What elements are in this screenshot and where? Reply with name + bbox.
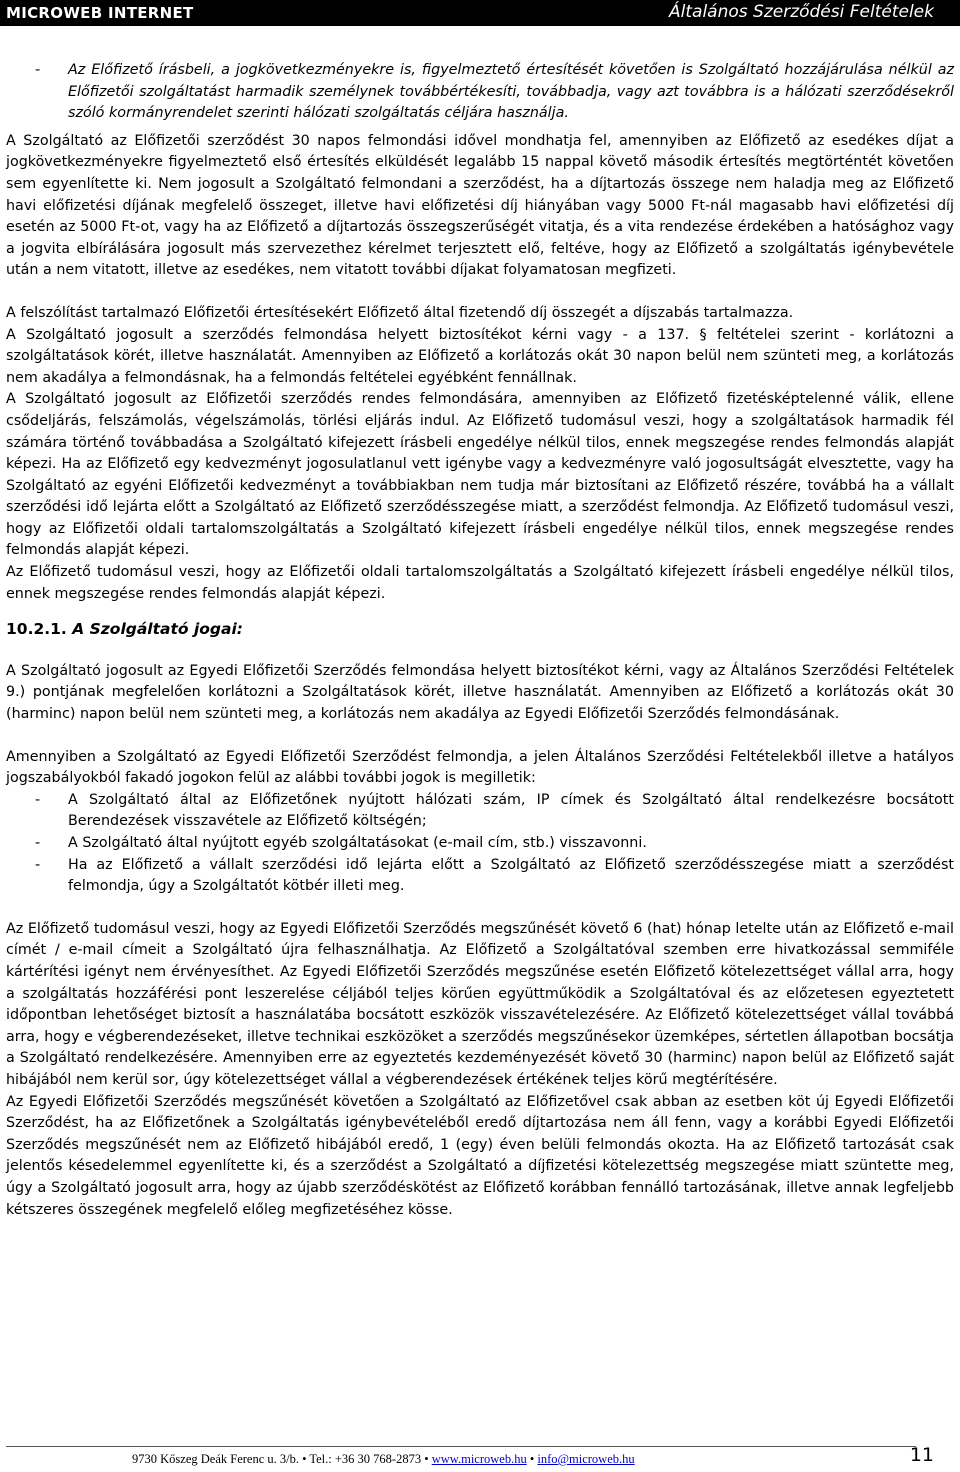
page-footer bbox=[0, 1444, 960, 1472]
list-dash: - bbox=[35, 62, 41, 78]
footer-contact bbox=[132, 1452, 635, 1467]
paragraph: Az Előfizető tudomásul veszi, hogy az Előfizetői oldali tartalomszolgáltatás a Szolgáltató kifejezett írásbeli engedélye nélkül tilos, ennek megszegése rendes felmondás alapját képezi. bbox=[6, 564, 954, 602]
email-link[interactable]: info@microweb.hu bbox=[537, 1452, 635, 1466]
paragraph: A Szolgáltató jogosult az Előfizetői szerződés rendes felmondására, amennyiben az Előfizető fizetésképtelenné válik, ellene csődeljárás, felszámolás, végelszámolás, törlési eljárás indul. Az Előfizető tudomásul veszi, hogy a szolgáltatások harmadik fél számára történő továbbadása a Szolgáltató kifejezett írásbeli engedélye nélkül tilos, ennek megszegése rendes felmondás alapját képezi. Ha az Előfizető egy kedvezményt jogosulatlanul vett igénybe vagy a kedvezményre való jogosultságát elvesztette, vagy ha Szolgáltató az egyéni Előfizetői kedvezményt a továbbiakban nem tudja már biztosítani az Előfizető részére, továbbá ha a vállalt szerződési idő lejárta előtt a Szolgáltató az Előfizető szerződésszegése miatt, a szerződést felmondja. Az Előfizető tudomásul veszi, hogy az Előfizetői oldali tartalomszolgáltatás a Szolgáltató kifejezett írásbeli engedélye nélkül tilos, ennek megszegése rendes felmondás alapját képezi. bbox=[6, 391, 954, 559]
section-number: 10.2.1. bbox=[6, 620, 67, 639]
list-item bbox=[6, 790, 954, 833]
list-dash: - bbox=[35, 856, 41, 873]
list-item-text: Az Előfizető írásbeli, a jogkövetkezményekre is, figyelmeztető értesítését követően is Szolgáltató hozzájárulása nélkül az Előfizetői szolgáltatást harmadik személynek továbbértékesíti, továbbadja, vagy azt továbbra is a hálózati szerződésekről szóló kormányrendelet szerinti hálózati szolgáltatás céljára használja. bbox=[68, 62, 954, 122]
paragraph: Az Egyedi Előfizetői Szerződés megszűnését követően a Szolgáltató az Előfizetővel csak abban az esetben köt új Egyedi Előfizetői Szerződést, ha az Előfizetőnek a Szolgáltatás igénybevételéből eredő díjtartozása nem áll fenn, vagy a korábbi Egyedi Előfizetői Szerződés megszűnését nem az Előfizető hibájából eredő, 1 (egy) éven belüli felmondás okozta. Ha az Előfizető tartozását csak jelentős késedelemmel egyenlítette ki, és a szerződést a Szolgáltató a díjfizetési kötelezettség megszegése miatt szüntette meg, úgy a Szolgáltató jogosult arra, hogy az újabb szerződéskötést az Előfizető korábban fennálló tartozásának, illetve annak legfeljebb kétszeres összegének megfelelő előleg megfizetéséhez kösse. bbox=[6, 1093, 954, 1218]
list-item-text: A Szolgáltató által az Előfizetőnek nyújtott hálózati szám, IP címek és Szolgáltató által rendelkezésre bocsátott Berendezések visszavétele az Előfizető költségén; bbox=[68, 791, 954, 830]
paragraph: Amennyiben a Szolgáltató az Egyedi Előfizetői Szerződést felmondja, a jelen Általános Szerződési Feltételekből illetve a hatályos jogszabályokból fakadó jogokon felül az alábbi további jogok is megilletik: bbox=[6, 748, 954, 787]
termination-reason-list bbox=[6, 60, 954, 125]
document-body bbox=[6, 60, 954, 1221]
list-item-text: Ha az Előfizető a vállalt szerződési idő lejárta előtt a Szolgáltató az Előfizető szerződésszegése miatt a szerződést felmondja, úgy a Szolgáltatót kötbér illeti meg. bbox=[68, 856, 954, 895]
section-title: A Szolgáltató jogai: bbox=[72, 620, 243, 639]
footer-address: 9730 Kőszeg Deák Ferenc u. 3/b. • Tel.: +36 30 768-2873 • bbox=[132, 1452, 432, 1466]
company-name: MICROWEB INTERNET bbox=[6, 4, 194, 22]
list-item bbox=[6, 855, 954, 898]
document-title: Általános Szerződési Feltételek bbox=[669, 2, 934, 22]
rights-list bbox=[6, 790, 954, 898]
list-item-text: A Szolgáltató által nyújtott egyéb szolgáltatásokat (e-mail cím, stb.) visszavonni. bbox=[68, 835, 647, 851]
footer-separator: • bbox=[526, 1452, 538, 1466]
list-dash: - bbox=[35, 791, 41, 808]
paragraph: A felszólítást tartalmazó Előfizetői értesítésekért Előfizető által fizetendő díj összegét a díjszabás tartalmazza. bbox=[6, 304, 794, 321]
website-link[interactable]: www.microweb.hu bbox=[431, 1452, 527, 1466]
paragraph: Az Előfizető tudomásul veszi, hogy az Egyedi Előfizetői Szerződés megszűnését követő 6 (hat) hónap letelte után az Előfizető e-mail címét / e-mail címeit a Szolgáltató újra felhasználhatja. Az Előfizető a Szolgáltatóval szemben erre hivatkozással semmiféle kártérítési igényt nem érvényesíthet. Az Egyedi Előfizetői Szerződés megszűnése esetén Előfizető kötelezettséget vállal arra, hogy a szolgáltatás hozzáférési pont leszerelése céljából teljes körűen együttműködik a Szolgáltatóval és az előzetesen egyeztetett időpontban lehetőséget biztosít a használatába bocsátott eszközök visszavételezésére. Az Előfizető kötelezettséget vállal továbbá arra, hogy e végberendezéseket, illetve technikai eszközöket a szerződés megszűnésekor üzemképes, sértetlen állapotban bocsátja a Szolgáltató rendelkezésére. Amennyiben erre az egyeztetés kezdeményezését követő 30 (harminc) napon belül az Előfizető saját hibájából nem kerül sor, úgy kötelezettséget vállal a végberendezések értékének teljes körű megtérítésére. bbox=[6, 920, 954, 1088]
list-dash: - bbox=[35, 835, 41, 851]
footer-divider bbox=[6, 1446, 916, 1447]
list-item bbox=[6, 60, 954, 125]
paragraph: A Szolgáltató jogosult a szerződés felmondása helyett biztosítékot kérni vagy - a 137. § feltételei szerint - korlátozni a szolgáltatások körét, illetve használatát. Amennyiben az Előfizető a korlátozás okát 30 napon belül nem szünteti meg, a korlátozás nem akadálya a felmondásnak, ha a felmondás feltételei egyébként fennállnak. bbox=[6, 326, 954, 386]
list-item bbox=[6, 833, 954, 855]
page-number: 11 bbox=[909, 1444, 934, 1466]
page-header bbox=[0, 0, 960, 26]
paragraph: A Szolgáltató az Előfizetői szerződést 30 napos felmondási idővel mondhatja fel, amennyiben az Előfizető az esedékes díjat a jogkövetkezményekre figyelmeztető első értesítés elküldését legalább 15 nappal követő második értesítés megtörténtét követően sem egyenlítette ki. Nem jogosult a Szolgáltató felmondani a szerződést, ha a díjtartozás összege nem haladja meg az Előfizető havi előfizetési díjának megfelelő összeget, illetve havi előfizetési díj hiányában vagy 5000 Ft-nál magasabb havi előfizetési díj esetén az 5000 Ft-ot, vagy ha az Előfizető a díjtartozás összegszerűségét vitatja, és a vita rendezése érdekében a hatósághoz vagy a jogvita elbírálására jogosult más szervezethez kérelmet terjesztett elő, feltéve, hogy az Előfizető a szolgáltatás igénybevétele után a nem vitatott, illetve az esedékes, nem vitatott további díjakat folyamatosan megfizeti. bbox=[6, 132, 954, 279]
section-heading bbox=[6, 619, 954, 641]
paragraph: A Szolgáltató jogosult az Egyedi Előfizetői Szerződés felmondása helyett biztosítékot kérni, vagy az Általános Szerződési Feltételek 9.) pontjának megfelelően korlátozni a Szolgáltatások körét, illetve használatát. Amennyiben az Előfizető a korlátozás okát 30 (harminc) napon belül nem szünteti meg, a korlátozás nem akadálya az Egyedi Előfizetői Szerződés felmondásának. bbox=[6, 662, 954, 723]
